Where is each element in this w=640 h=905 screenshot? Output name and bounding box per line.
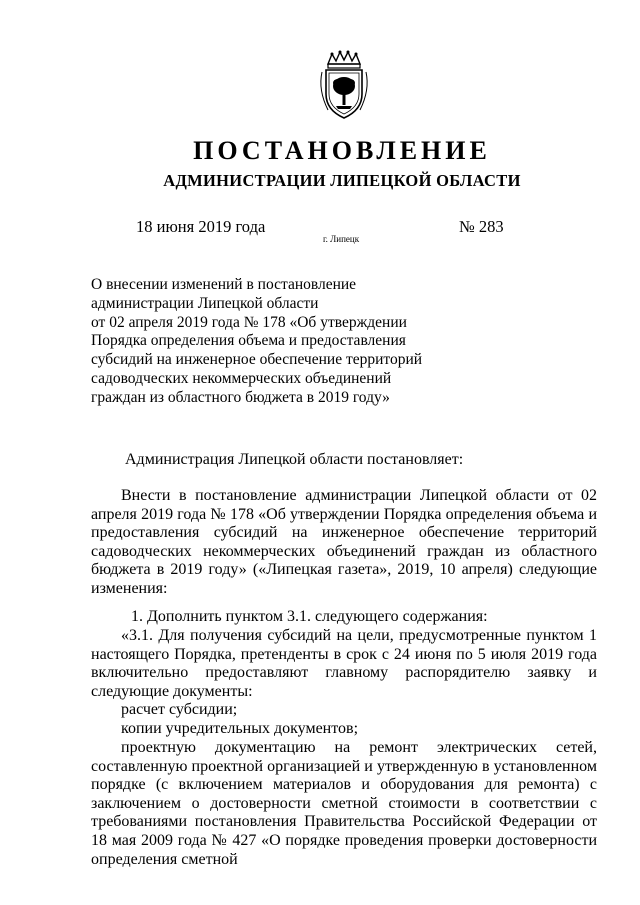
document-type-title: ПОСТАНОВЛЕНИЕ — [193, 136, 491, 165]
coat-of-arms-icon — [314, 50, 374, 122]
paragraph-project-docs: проектную документацию на ремонт электрических сетей, составленную проектной организацией и утвержденную в установленном порядке (с включением материалов и оборудования для ремонта) с заключением о достоверности сметной стоимости в соответствии с требованиями постановления Правительства Российской Федерации от 18 мая 2009 года № 427 «О порядке проведения проверки достоверности определения сметной — [91, 739, 597, 868]
issuer-name: АДМИНИСТРАЦИИ ЛИПЕЦКОЙ ОБЛАСТИ — [163, 171, 521, 190]
document-list-item: копии учредительных документов; — [121, 720, 359, 737]
preamble: Администрация Липецкой области постановляет: — [125, 451, 464, 468]
subject-line: О внесении изменений в постановление — [91, 276, 357, 293]
subject-line: садоводческих некоммерческих объединений — [91, 369, 392, 387]
document-city: г. Липецк — [323, 234, 360, 244]
subject-line: от 02 апреля 2019 года № 178 «Об утверждении — [91, 313, 407, 331]
quoted-clause-3-1: «3.1. Для получения субсидий на цели, предусмотренные пунктом 1 настоящего Порядка, претенденты в срок с 24 июня по 5 июля 2019 года включительно предоставляют главному распорядителю заявку и следующие документы: — [91, 627, 597, 700]
document-date: 18 июня 2019 года — [136, 217, 266, 236]
document-subject — [91, 276, 422, 408]
document-number: № 283 — [459, 217, 504, 236]
subject-line: граждан из областного бюджета в 2019 году» — [91, 388, 390, 406]
subject-line: Порядка определения объема и предоставления — [91, 332, 406, 350]
document-list-item: расчет субсидии; — [121, 701, 238, 718]
subject-line: субсидий на инженерное обеспечение территорий — [91, 351, 423, 369]
subject-line: администрации Липецкой области — [91, 294, 319, 312]
paragraph-amendment: Внести в постановление администрации Липецкой области от 02 апреля 2019 года № 178 «Об утверждении Порядка определения объема и предоставления субсидий на инженерное обеспечение территорий садоводческих некоммерческих объединений граждан из областного бюджета в 2019 году» («Липецкая газета», 2019, 10 апреля) следующие изменения: — [91, 487, 597, 597]
list-item-1: 1. Дополнить пунктом 3.1. следующего содержания: — [131, 608, 488, 625]
